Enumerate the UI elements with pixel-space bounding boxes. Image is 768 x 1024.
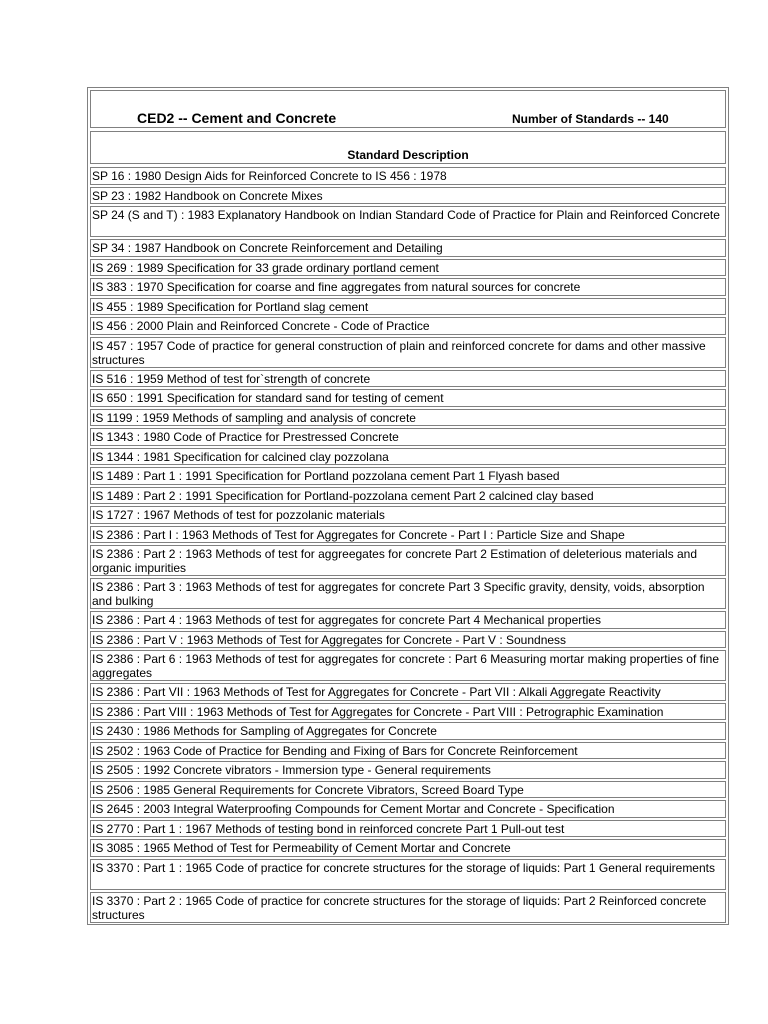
- standards-table: [87, 87, 729, 925]
- table-row: IS 2386 : Part 6 : 1963 Methods of test for aggregates for concrete : Part 6 Measuring mortar making properties of fine aggregates: [90, 650, 726, 681]
- table-row: IS 1489 : Part 1 : 1991 Specification for Portland pozzolana cement Part 1 Flyash based: [90, 467, 726, 485]
- table-header-cell: [90, 90, 726, 128]
- table-row: IS 1344 : 1981 Specification for calcined clay pozzolana: [90, 448, 726, 466]
- table-row: IS 2506 : 1985 General Requirements for Concrete Vibrators, Screed Board Type: [90, 781, 726, 799]
- table-row: IS 456 : 2000 Plain and Reinforced Concrete - Code of Practice: [90, 317, 726, 335]
- table-row: IS 2502 : 1963 Code of Practice for Bending and Fixing of Bars for Concrete Reinforcement: [90, 742, 726, 760]
- table-row: IS 2386 : Part 4 : 1963 Methods of test for aggregates for concrete Part 4 Mechanical properties: [90, 611, 726, 629]
- table-row: IS 2386 : Part 2 : 1963 Methods of test for aggreegates for concrete Part 2 Estimation of deleterious materials and organic impurities: [90, 545, 726, 576]
- table-row: IS 2645 : 2003 Integral Waterproofing Compounds for Cement Mortar and Concrete - Specification: [90, 800, 726, 818]
- table-row: IS 516 : 1959 Method of test for`strength of concrete: [90, 370, 726, 388]
- table-row: SP 23 : 1982 Handbook on Concrete Mixes: [90, 187, 726, 205]
- table-row: IS 2386 : Part VIII : 1963 Methods of Test for Aggregates for Concrete - Part VIII : Petrographic Examination: [90, 703, 726, 721]
- table-row: IS 1727 : 1967 Methods of test for pozzolanic materials: [90, 506, 726, 524]
- standards-count: Number of Standards -- 140: [512, 112, 669, 126]
- table-row: SP 34 : 1987 Handbook on Concrete Reinforcement and Detailing: [90, 239, 726, 257]
- table-row: SP 24 (S and T) : 1983 Explanatory Handbook on Indian Standard Code of Practice for Plain and Reinforced Concrete: [90, 206, 726, 237]
- table-row: IS 3085 : 1965 Method of Test for Permeability of Cement Mortar and Concrete: [90, 839, 726, 857]
- table-row: IS 2386 : Part VII : 1963 Methods of Test for Aggregates for Concrete - Part VII : Alkali Aggregate Reactivity: [90, 683, 726, 701]
- table-row: IS 2505 : 1992 Concrete vibrators - Immersion type - General requirements: [90, 761, 726, 779]
- table-row: IS 455 : 1989 Specification for Portland slag cement: [90, 298, 726, 316]
- table-row: IS 2386 : Part I : 1963 Methods of Test for Aggregates for Concrete - Part I : Particle Size and Shape: [90, 526, 726, 544]
- table-row: IS 2430 : 1986 Methods for Sampling of Aggregates for Concrete: [90, 722, 726, 740]
- column-header-standard-description: Standard Description: [347, 148, 469, 162]
- table-row: IS 650 : 1991 Specification for standard sand for testing of cement: [90, 389, 726, 407]
- table-row: IS 2386 : Part 3 : 1963 Methods of test for aggregates for concrete Part 3 Specific gravity, density, voids, absorption and bulking: [90, 578, 726, 609]
- committee-title: CED2 -- Cement and Concrete: [137, 110, 337, 126]
- table-row: IS 1489 : Part 2 : 1991 Specification for Portland-pozzolana cement Part 2 calcined clay based: [90, 487, 726, 505]
- table-body: [90, 167, 726, 925]
- table-row: IS 3370 : Part 1 : 1965 Code of practice for concrete structures for the storage of liquids: Part 1 General requirements: [90, 859, 726, 890]
- table-row: IS 383 : 1970 Specification for coarse and fine aggregates from natural sources for concrete: [90, 278, 726, 296]
- table-row: IS 2386 : Part V : 1963 Methods of Test for Aggregates for Concrete - Part V : Soundness: [90, 631, 726, 649]
- table-row: IS 1199 : 1959 Methods of sampling and analysis of concrete: [90, 409, 726, 427]
- table-row: IS 457 : 1957 Code of practice for general construction of plain and reinforced concrete for dams and other massive structures: [90, 337, 726, 368]
- column-header-cell: [90, 131, 726, 164]
- table-row: IS 269 : 1989 Specification for 33 grade ordinary portland cement: [90, 259, 726, 277]
- table-row: IS 3370 : Part 2 : 1965 Code of practice for concrete structures for the storage of liquids: Part 2 Reinforced concrete structures: [90, 892, 726, 923]
- table-row: SP 16 : 1980 Design Aids for Reinforced Concrete to IS 456 : 1978: [90, 167, 726, 185]
- table-row: IS 2770 : Part 1 : 1967 Methods of testing bond in reinforced concrete Part 1 Pull-out test: [90, 820, 726, 838]
- table-row: IS 1343 : 1980 Code of Practice for Prestressed Concrete: [90, 428, 726, 446]
